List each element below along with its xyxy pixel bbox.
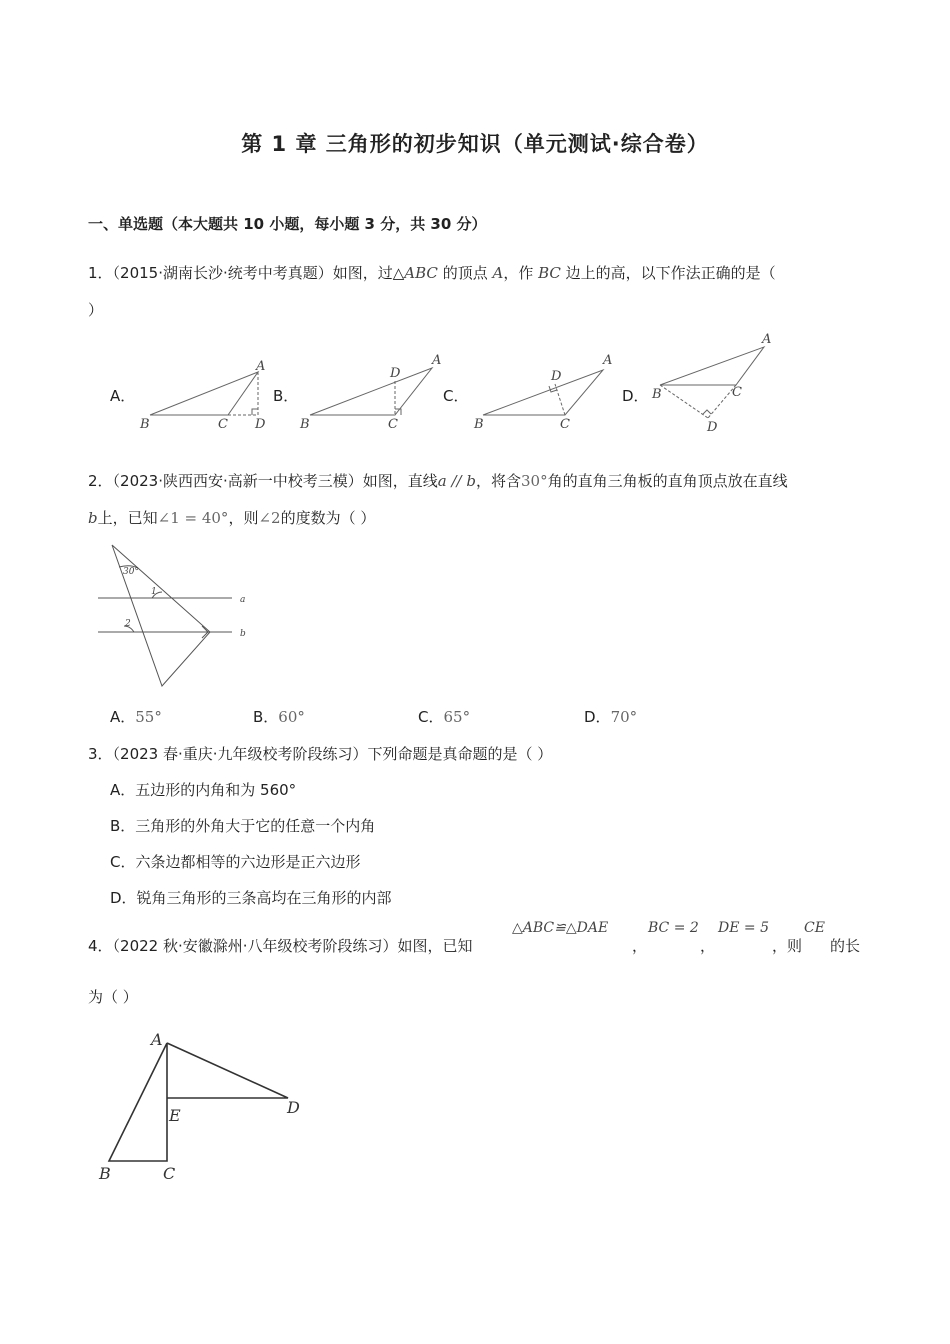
question-3-stem: 3．（2023 春·重庆·九年级校考阶段练习）下列命题是真命题的是（ ） [88,745,553,763]
fig-label-c: C [163,1164,176,1183]
label-b: B [474,417,484,432]
label-b: B [140,417,150,432]
q1-option-b[interactable]: B． [273,387,299,405]
label-c: C [218,417,228,432]
question-4-stem: 4．（2022 秋·安徽滁州·八年级校考阶段练习）如图，已知 [88,937,473,955]
label-a: A [256,359,266,374]
question-1-close: ） [88,301,104,319]
question-1-stem: 1．（2015·湖南长沙·统考中考真题）如图，过△ABC 的顶点 A，作 BC 边上的高，以下作法正确的是（ [88,264,776,282]
q4-bc: BC = 2 [648,920,699,936]
q3-option-d[interactable]: D．锐角三角形的三条高均在三角形的内部 [110,889,392,907]
q2-option-d[interactable]: D．70° [584,708,638,726]
fig-line-a: a [240,595,246,605]
question-2-stem: 2．（2023·陕西西安·高新一中校考三模）如图，直线a // b，将含30°角的直角三角板的直角顶点放在直线 [88,472,788,490]
label-a: A [603,353,613,368]
question-number: 4． [88,937,113,955]
q1-option-a[interactable]: A． [110,387,136,405]
question-2-stem-line2: b上，已知∠1 = 40°，则∠2的度数为（ ） [88,509,376,527]
label-b: B [652,387,662,402]
q3-option-b[interactable]: B．三角形的外角大于它的任意一个内角 [110,817,376,835]
question-4-stem-line2: 为（ ） [88,988,138,1006]
label-d: D [255,417,266,432]
question-number: 3． [88,745,113,763]
fig-angle-1: 1 [151,587,157,597]
fig-angle-30: 30° [123,567,139,577]
fig-label-b: B [99,1164,111,1183]
question-number: 2． [88,472,113,490]
q4-figure [95,1025,315,1185]
section-heading: 一、单选题（本大题共 10 小题，每小题 3 分，共 30 分） [88,215,487,233]
fig-label-e: E [169,1106,181,1125]
fig-line-b: b [240,629,246,639]
q1-option-d[interactable]: D． [622,387,649,405]
label-c: C [388,417,398,432]
fig-angle-2: 2 [125,619,131,629]
q2-figure [90,540,260,695]
label-b: B [300,417,310,432]
label-c: C [560,417,570,432]
question-number: 1． [88,264,113,282]
label-d: D [390,366,401,381]
label-c: C [732,385,742,400]
label-a: A [432,353,442,368]
q4-congruent: △ABC≌△DAE [512,920,609,936]
label-d: D [551,369,562,384]
fig-label-a: A [151,1030,163,1049]
q2-option-a[interactable]: A．55° [110,708,162,726]
q2-option-c[interactable]: C．65° [418,708,471,726]
page-title: 第 1 章 三角形的初步知识（单元测试·综合卷） [241,132,709,156]
q1-option-c[interactable]: C． [443,387,469,405]
q3-option-c[interactable]: C．六条边都相等的六边形是正六边形 [110,853,361,871]
label-d: D [707,420,718,435]
fig-label-d: D [287,1098,300,1117]
q4-ce: CE [804,920,825,936]
label-a: A [762,332,772,347]
q3-option-a[interactable]: A．五边形的内角和为 560° [110,781,297,799]
q1-figures [0,0,950,450]
q4-de: DE = 5 [718,920,769,936]
q2-option-b[interactable]: B．60° [253,708,305,726]
